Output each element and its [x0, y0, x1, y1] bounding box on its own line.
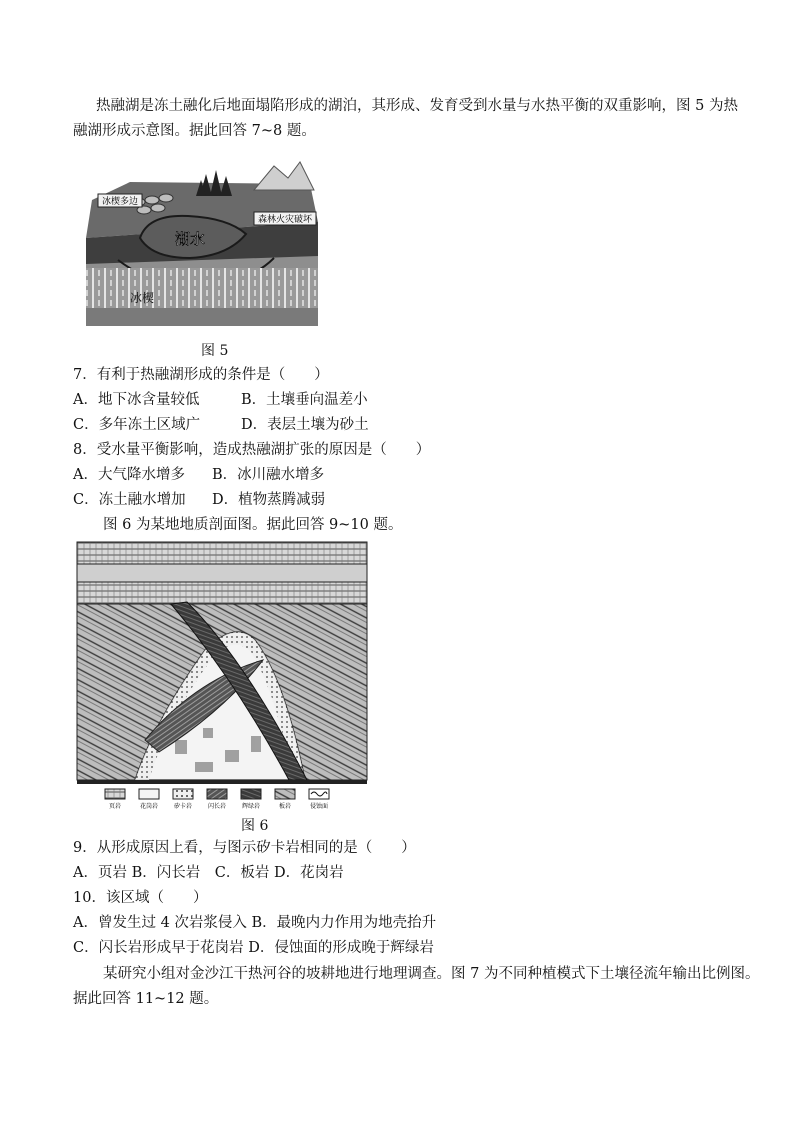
q7-option-c: C．多年冻土区域广	[73, 417, 201, 433]
legend-slate: 板岩	[278, 803, 292, 810]
label-lake-water: 湖水	[174, 230, 206, 248]
legend-diabase: 辉绿岩	[241, 803, 261, 810]
figure-6-geologic-section	[75, 540, 371, 810]
intro-fig7-line-2: 据此回答 11~12 题。	[73, 991, 219, 1007]
intro-fig6: 图 6 为某地地质剖面图。据此回答 9~10 题。	[103, 517, 403, 533]
q10-options-ab: A．曾发生过 4 次岩浆侵入 B．最晚内力作用为地壳抬升	[73, 915, 437, 931]
label-ice-body: 冰楔	[129, 291, 155, 305]
intro-line-2: 融湖形成示意图。据此回答 7~8 题。	[73, 123, 316, 139]
label-ice-wedge-polygon: 冰楔多边	[101, 197, 139, 207]
legend-skarn: 矽卡岩	[173, 803, 193, 810]
figure-5-caption: 图 5	[201, 343, 229, 359]
q10-stem: 10．该区域（ ）	[73, 890, 208, 906]
intro-line-1: 热融湖是冻土融化后地面塌陷形成的湖泊，其形成、发育受到水量与水热平衡的双重影响，图 5 为热	[96, 98, 738, 114]
q8-option-a: A．大气降水增多	[73, 467, 185, 483]
q10-options-cd: C．闪长岩形成早于花岗岩 D．侵蚀面的形成晚于辉绿岩	[73, 940, 434, 956]
q9-options: A．页岩 B．闪长岩 C．板岩 D．花岗岩	[73, 865, 344, 881]
q7-option-d: D．表层土壤为砂土	[241, 417, 369, 433]
q9-stem: 9．从形成原因上看，与图示矽卡岩相同的是（ ）	[73, 840, 416, 856]
figure-5-thermokarst-lake-diagram	[78, 160, 322, 326]
figure-6-caption: 图 6	[241, 818, 269, 834]
q7-option-b: B．土壤垂向温差小	[241, 392, 368, 408]
label-forest-fire: 森林火灾破坏	[257, 215, 313, 225]
q8-option-b: B．冰川融水增多	[212, 467, 325, 483]
q7-stem: 7．有利于热融湖形成的条件是（ ）	[73, 367, 329, 383]
q8-option-c: C．冻土融水增加	[73, 492, 186, 508]
q8-option-d: D．植物蒸腾减弱	[212, 492, 326, 508]
legend-shale: 页岩	[108, 803, 122, 810]
q7-option-a: A．地下冰含量较低	[73, 392, 200, 408]
intro-fig7-line-1: 某研究小组对金沙江干热河谷的坡耕地进行地理调查。图 7 为不同种植模式下土壤径流年输出比例图。	[103, 966, 760, 982]
q8-stem: 8．受水量平衡影响，造成热融湖扩张的原因是（ ）	[73, 442, 431, 458]
legend-granite: 花岗岩	[139, 803, 159, 810]
legend-diorite: 闪长岩	[207, 803, 227, 810]
legend-erosion-surface: 侵蚀面	[309, 803, 329, 810]
